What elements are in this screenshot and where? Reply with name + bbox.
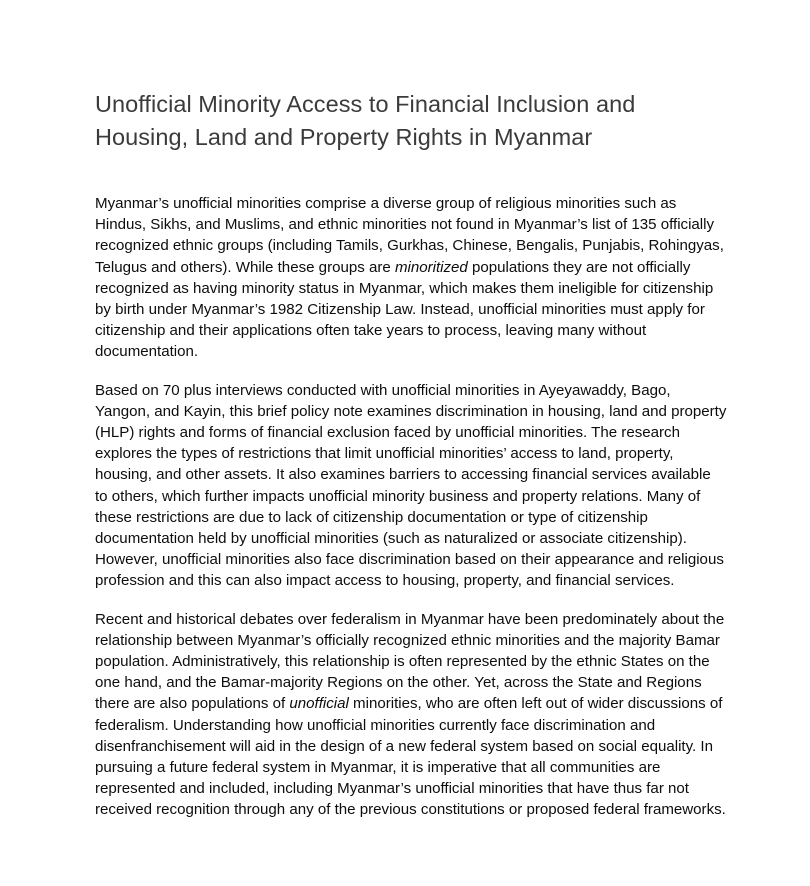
document-body: [95, 88, 727, 821]
paragraph-3: [95, 609, 727, 821]
body-text: minorities, who are often left out of wider discussions of federalism. Understanding how unofficial minorities currently face discrimination and disenfranchisement will aid in the design of a new federal system based on social equality. In pursuing a future federal system in Myanmar, it is imperative that all communities are represented and included, including Myanmar’s unofficial minorities that have thus far not received recognition through any of the previous constitutions or proposed federal frameworks.: [95, 695, 726, 819]
emphasized-text: minoritized: [394, 258, 468, 276]
paragraph-1: [95, 193, 727, 363]
body-text: Myanmar’s unofficial minorities comprise a diverse group of religious minorities such as Hindus, Sikhs, and Muslims, and ethnic minorities not found in Myanmar’s list of 135 officially recognized ethnic groups (including Tamils, Gurkhas, Chinese, Bengalis, Punjabis, Rohingyas, Telugus and others). While these groups are: [95, 195, 724, 276]
paragraph-2: [95, 380, 727, 592]
body-text: populations they are not officially recognized as having minority status in Myanmar, which makes them ineligible for citizenship by birth under Myanmar’s 1982 Citizenship Law. Instead, unofficial minorities must apply for citizenship and their applications often take years to process, leaving many without documentation.: [95, 258, 714, 361]
page-title: Unofficial Minority Access to Financial Inclusion and Housing, Land and Property Rights in Myanmar: [95, 91, 636, 150]
document-paragraphs: [95, 193, 727, 821]
emphasized-text: unofficial: [289, 695, 349, 713]
body-text: Recent and historical debates over federalism in Myanmar have been predominately about the relationship between Myanmar’s officially recognized ethnic minorities and the majority Bamar population. Administratively, this relationship is often represented by the ethnic States on the one hand, and the Bamar-majority Regions on the other. Yet, across the State and Regions there are also populations of: [95, 610, 725, 713]
body-text: Based on 70 plus interviews conducted with unofficial minorities in Ayeyawaddy, Bago, Yangon, and Kayin, this brief policy note examines discrimination in housing, land and property (HLP) rights and forms of financial exclusion faced by unofficial minorities. The research explores the types of restrictions that limit unofficial minorities’ access to land, property, housing, and other assets. It also examines barriers to accessing financial services available to others, which further impacts unofficial minority business and property relations. Many of these restrictions are due to lack of citizenship documentation or type of citizenship documentation held by unofficial minorities (such as naturalized or associate citizenship). However, unofficial minorities also face discrimination based on their appearance and religious profession and this can also impact access to housing, property, and financial services.: [95, 381, 727, 590]
